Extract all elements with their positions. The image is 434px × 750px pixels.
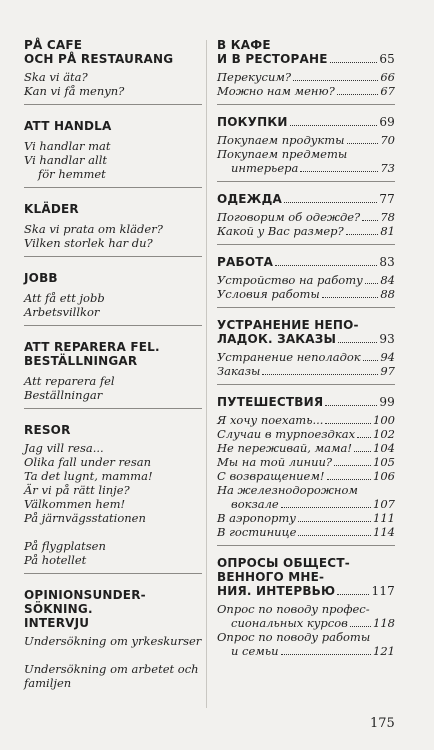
section-heading: SÖKNING. xyxy=(24,602,93,616)
entry-text: В аэропорту xyxy=(217,511,296,525)
section-rule xyxy=(217,104,395,105)
leader-dots xyxy=(275,265,377,266)
toc-entry: Ska vi prata om kläder? xyxy=(24,222,163,236)
leader-dots xyxy=(298,535,371,536)
toc-entry: Olika fall under resan xyxy=(24,455,151,469)
heading-text: ВЕННОГО МНЕ- xyxy=(217,570,325,584)
toc-entry xyxy=(217,630,395,644)
toc-entry xyxy=(24,525,202,539)
toc-section xyxy=(217,38,395,105)
toc-section xyxy=(217,192,395,245)
toc-section xyxy=(24,202,202,257)
section-rule xyxy=(217,307,395,308)
section-heading xyxy=(217,38,395,52)
heading-text: И В РЕСТОРАНЕ xyxy=(217,52,328,66)
toc-entry xyxy=(217,161,395,175)
heading-text: ОДЕЖДА xyxy=(217,192,282,206)
entry-text: интерьера xyxy=(231,161,299,175)
entry-text: Покупаем продукты xyxy=(217,133,345,147)
toc-entry: Undersökning om yrkeskurser xyxy=(24,634,202,648)
section-rule xyxy=(24,573,202,574)
column-divider xyxy=(206,40,207,708)
page-ref: 106 xyxy=(373,469,395,483)
toc-entry xyxy=(217,273,395,287)
toc-entry xyxy=(217,525,395,539)
section-rule xyxy=(24,408,202,409)
page-ref: 77 xyxy=(379,192,395,206)
section-heading xyxy=(217,192,395,206)
leader-dots xyxy=(362,220,378,221)
entry-text: и семьи xyxy=(231,644,279,658)
toc-entry xyxy=(217,364,395,378)
section-heading xyxy=(217,52,395,66)
page-ref: 93 xyxy=(379,332,395,346)
leader-dots xyxy=(290,125,378,126)
section-heading: OPINIONSUNDER- xyxy=(24,588,146,602)
leader-dots xyxy=(365,283,379,284)
entry-text: Поговорим об одежде? xyxy=(217,210,361,224)
section-rule xyxy=(24,187,202,188)
section-heading: RESOR xyxy=(24,423,71,437)
page-ref: 88 xyxy=(380,287,395,301)
toc-entry: Ska vi äta? xyxy=(24,70,88,84)
toc-section xyxy=(217,115,395,182)
section-heading: JOBB xyxy=(24,271,58,285)
entry-text: Покупаем предметы xyxy=(217,147,348,161)
heading-text: РАБОТА xyxy=(217,255,274,269)
heading-text: В КАФЕ xyxy=(217,38,271,52)
entry-text: В гостинице xyxy=(217,525,297,539)
entry-text: вокзале xyxy=(231,497,279,511)
leader-dots xyxy=(281,507,371,508)
page-ref: 102 xyxy=(373,427,395,441)
leader-dots xyxy=(322,297,379,298)
page-ref: 83 xyxy=(379,255,395,269)
page-ref: 118 xyxy=(373,616,395,630)
leader-dots xyxy=(330,62,378,63)
heading-text: ЛАДОК. ЗАКАЗЫ xyxy=(217,332,337,346)
russian-toc-column xyxy=(217,38,395,658)
toc-entry: På hotellet xyxy=(24,553,87,567)
section-heading xyxy=(217,115,395,129)
toc-entry: Ta det lugnt, mamma! xyxy=(24,469,153,483)
toc-entry xyxy=(217,133,395,147)
section-heading: KLÄDER xyxy=(24,202,79,216)
leader-dots xyxy=(338,342,377,343)
page-ref: 114 xyxy=(373,525,395,539)
toc-entry: Att få ett jobb xyxy=(24,291,105,305)
entry-text: На железнодорожном xyxy=(217,483,358,497)
entry-text: Можно нам меню? xyxy=(217,84,335,98)
toc-entry: för hemmet xyxy=(38,167,106,181)
page-ref: 117 xyxy=(371,584,395,598)
leader-dots xyxy=(325,423,371,424)
page-ref: 69 xyxy=(379,115,395,129)
section-rule xyxy=(24,256,202,257)
toc-entry xyxy=(217,511,395,525)
toc-entry xyxy=(217,210,395,224)
page-ref: 99 xyxy=(379,395,395,409)
toc-entry xyxy=(24,648,202,662)
toc-entry: Vi handlar mat xyxy=(24,139,111,153)
page-ref: 73 xyxy=(380,161,395,175)
section-heading xyxy=(217,570,395,584)
toc-entry: På flygplatsen xyxy=(24,539,106,553)
section-rule xyxy=(217,384,395,385)
section-heading xyxy=(217,255,395,269)
toc-entry: Jag vill resa... xyxy=(24,441,104,455)
toc-section xyxy=(24,119,202,188)
toc-entry xyxy=(217,602,395,616)
heading-text: НИЯ. ИНТЕРВЬЮ xyxy=(217,584,336,598)
toc-section xyxy=(24,423,202,574)
section-rule xyxy=(217,244,395,245)
toc-section xyxy=(217,395,395,546)
entry-text: Условия работы xyxy=(217,287,320,301)
heading-text: ПУТЕШЕСТВИЯ xyxy=(217,395,324,409)
leader-dots xyxy=(363,360,379,361)
section-heading: BESTÄLLNINGAR xyxy=(24,354,138,368)
toc-section xyxy=(24,271,202,326)
page-ref: 70 xyxy=(380,133,395,147)
entry-text: Случаи в турпоездках xyxy=(217,427,356,441)
section-heading: PÅ CAFE xyxy=(24,38,83,52)
toc-entry: Vilken storlek har du? xyxy=(24,236,153,250)
swedish-toc-column xyxy=(24,38,202,690)
page-ref: 100 xyxy=(373,413,395,427)
page-ref: 78 xyxy=(380,210,395,224)
section-rule xyxy=(24,104,202,105)
page-ref: 81 xyxy=(380,224,395,238)
leader-dots xyxy=(298,521,371,522)
leader-dots xyxy=(337,594,369,595)
toc-entry xyxy=(217,427,395,441)
heading-text: УСТРАНЕНИЕ НЕПО- xyxy=(217,318,359,332)
heading-text: ОПРОСЫ ОБЩЕСТ- xyxy=(217,556,350,570)
toc-entry xyxy=(217,455,395,469)
entry-text: сиональных курсов xyxy=(231,616,348,630)
toc-entry: Välkommen hem! xyxy=(24,497,126,511)
toc-entry xyxy=(217,350,395,364)
leader-dots xyxy=(347,143,379,144)
page-ref: 84 xyxy=(380,273,395,287)
section-heading: INTERVJU xyxy=(24,616,90,630)
leader-dots xyxy=(300,171,378,172)
toc-entry xyxy=(217,70,395,84)
section-heading xyxy=(217,332,395,346)
leader-dots xyxy=(350,626,371,627)
leader-dots xyxy=(346,234,379,235)
leader-dots xyxy=(337,94,379,95)
toc-entry: Att reparera fel xyxy=(24,374,115,388)
toc-section xyxy=(217,255,395,308)
leader-dots xyxy=(284,202,377,203)
toc-entry xyxy=(217,441,395,455)
heading-text: ПОКУПКИ xyxy=(217,115,288,129)
leader-dots xyxy=(357,437,371,438)
toc-entry xyxy=(217,483,395,497)
toc-entry xyxy=(217,644,395,658)
section-heading xyxy=(217,556,395,570)
entry-text: Я хочу поехать... xyxy=(217,413,324,427)
page-number: 175 xyxy=(370,716,395,731)
toc-entry: På järnvägsstationen xyxy=(24,511,146,525)
leader-dots xyxy=(354,451,371,452)
toc-entry xyxy=(217,497,395,511)
toc-entry xyxy=(217,84,395,98)
section-rule xyxy=(217,545,395,546)
toc-entry: Kan vi få menyn? xyxy=(24,84,125,98)
section-heading: ATT HANDLA xyxy=(24,119,112,133)
toc-entry: Arbetsvillkor xyxy=(24,305,100,319)
toc-entry: Vi handlar allt xyxy=(24,153,107,167)
toc-entry xyxy=(217,469,395,483)
toc-section xyxy=(24,38,202,105)
page-ref: 105 xyxy=(373,455,395,469)
page-ref: 65 xyxy=(379,52,395,66)
entry-text: Опрос по поводу работы xyxy=(217,630,371,644)
entry-text: Мы на той линии? xyxy=(217,455,333,469)
entry-text: Устройство на работу xyxy=(217,273,363,287)
page-ref: 121 xyxy=(373,644,395,658)
page-ref: 67 xyxy=(380,84,395,98)
section-rule xyxy=(217,181,395,182)
section-rule xyxy=(24,325,202,326)
entry-text: Опрос по поводу профес- xyxy=(217,602,370,616)
page-ref: 66 xyxy=(380,70,395,84)
section-heading: ATT REPARERA FEL. xyxy=(24,340,160,354)
entry-text: Перекусим? xyxy=(217,70,292,84)
page-ref: 97 xyxy=(380,364,395,378)
toc-entry xyxy=(217,616,395,630)
toc-entry xyxy=(217,287,395,301)
toc-entry xyxy=(217,224,395,238)
section-heading xyxy=(217,395,395,409)
entry-text: С возвращением! xyxy=(217,469,325,483)
entry-text: Устранение неполадок xyxy=(217,350,361,364)
page-ref: 104 xyxy=(373,441,395,455)
entry-text: Какой у Вас размер? xyxy=(217,224,344,238)
toc-section xyxy=(24,588,202,690)
toc-entry: Undersökning om arbetet och xyxy=(24,662,199,676)
toc-entry: familjen xyxy=(24,676,72,690)
leader-dots xyxy=(327,479,372,480)
toc-entry xyxy=(217,413,395,427)
page-ref: 111 xyxy=(373,511,395,525)
section-heading xyxy=(217,318,395,332)
toc-entry xyxy=(217,147,395,161)
toc-entry: Är vi på rätt linje? xyxy=(24,483,130,497)
leader-dots xyxy=(325,405,377,406)
page-ref: 107 xyxy=(373,497,395,511)
leader-dots xyxy=(293,80,378,81)
toc-section xyxy=(217,556,395,658)
toc-entry: Beställningar xyxy=(24,388,103,402)
leader-dots xyxy=(281,654,372,655)
entry-text: Не переживай, мама! xyxy=(217,441,353,455)
section-heading xyxy=(217,584,395,598)
entry-text: Заказы xyxy=(217,364,261,378)
leader-dots xyxy=(262,374,378,375)
toc-section xyxy=(217,318,395,385)
page-ref: 94 xyxy=(380,350,395,364)
section-heading: OCH PÅ RESTAURANG xyxy=(24,52,174,66)
leader-dots xyxy=(334,465,371,466)
toc-section xyxy=(24,340,202,409)
